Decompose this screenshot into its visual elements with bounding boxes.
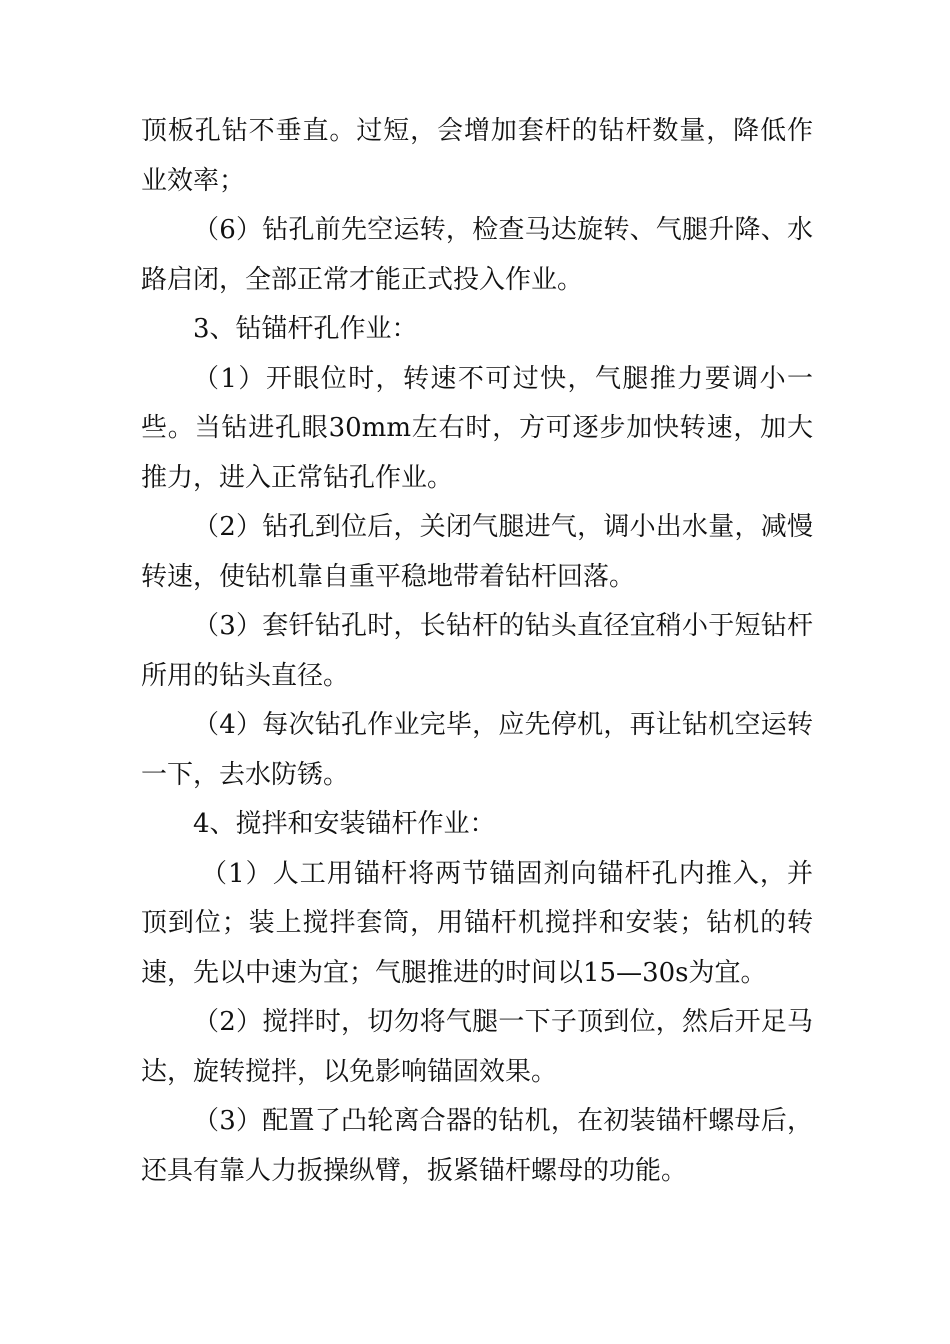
paragraph-item-2b: （2）搅拌时，切勿将气腿一下子顶到位，然后开足马达，旋转搅拌，以免影响锚固效果。 <box>141 1007 813 1087</box>
section-heading-3: 3、钻锚杆孔作业： <box>193 314 418 344</box>
document-body <box>141 107 813 1196</box>
paragraph-item-4: （4）每次钻孔作业完毕，应先停机，再让钻机空运转一下，去水防锈。 <box>141 710 813 790</box>
paragraph-item-3b: （3）配置了凸轮离合器的钻机，在初装锚杆螺母后，还具有靠人力扳操纵臂，扳紧锚杆螺母的功能。 <box>141 1106 813 1186</box>
section-heading-4: 4、搅拌和安装锚杆作业： <box>193 809 496 839</box>
paragraph-item-1: （1）开眼位时，转速不可过快，气腿推力要调小一些。当钻进孔眼30mm左右时，方可逐步加快转速，加大推力，进入正常钻孔作业。 <box>141 363 813 493</box>
paragraph-continuation: 顶板孔钻不垂直。过短，会增加套杆的钻杆数量，降低作业效率； <box>141 116 813 196</box>
paragraph-item-2: （2）钻孔到位后，关闭气腿进气，调小出水量，减慢转速，使钻机靠自重平稳地带着钻杆回落。 <box>141 512 813 592</box>
paragraph-item-3: （3）套钎钻孔时，长钻杆的钻头直径宜稍小于短钻杆所用的钻头直径。 <box>141 611 813 691</box>
paragraph-item-6: （6）钻孔前先空运转，检查马达旋转、气腿升降、水路启闭，全部正常才能正式投入作业。 <box>141 215 813 295</box>
paragraph-item-1b: （1）人工用锚杆将两节锚固剂向锚杆孔内推入，并顶到位；装上搅拌套筒，用锚杆机搅拌和安装；钻机的转速，先以中速为宜；气腿推进的时间以15—30s为宜。 <box>141 858 813 988</box>
